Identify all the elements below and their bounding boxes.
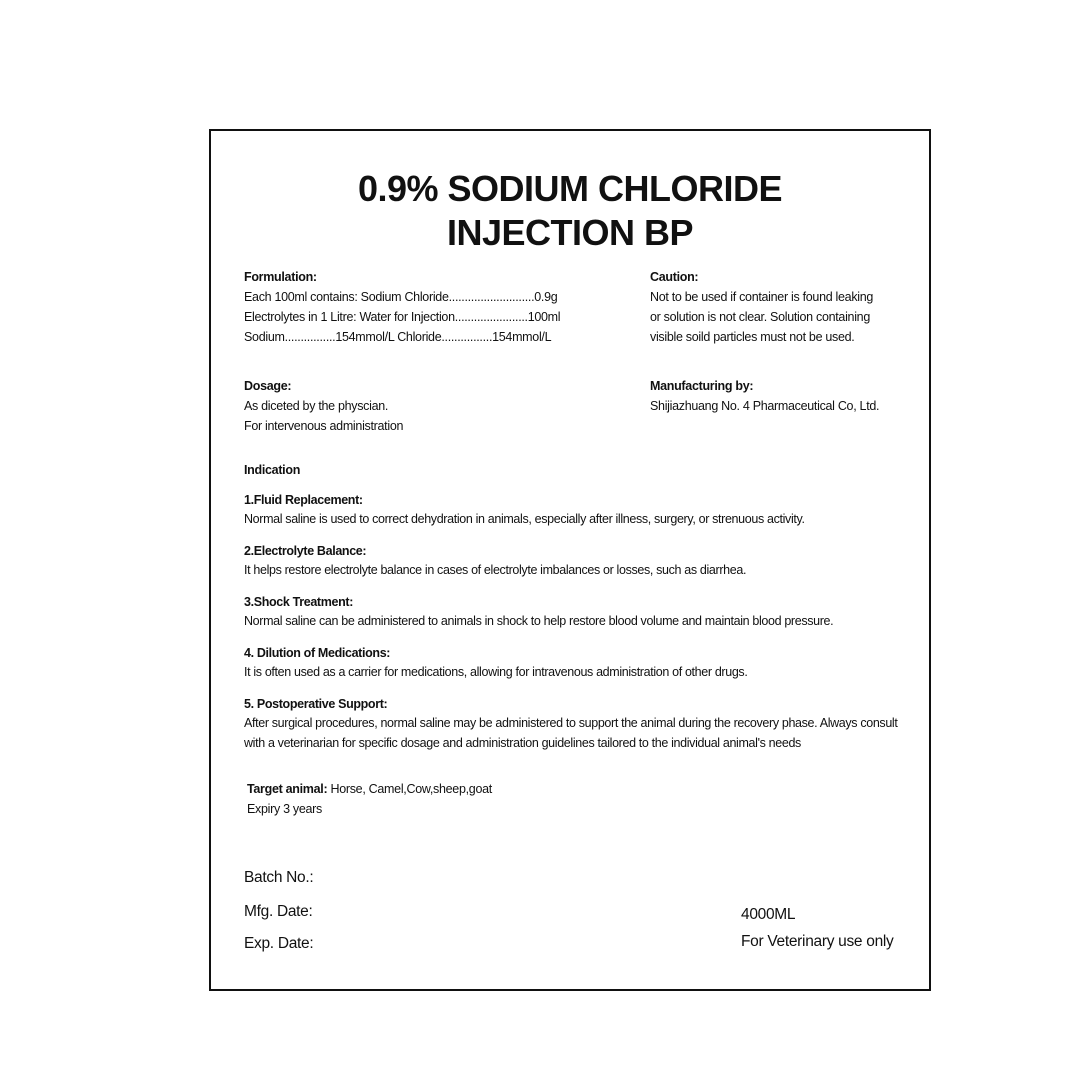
expiry-text: Expiry 3 years (247, 802, 322, 816)
indication-item-text: Normal saline is used to correct dehydration in animals, especially after illness, surgery, or strenuous activity. (244, 512, 805, 526)
indication-item-title: 3.Shock Treatment: (244, 595, 354, 609)
manufacturer-heading: Manufacturing by: (650, 379, 754, 393)
target-animal (247, 779, 492, 799)
caution-line-1: Not to be used if container is found leaking (650, 290, 874, 304)
dosage-heading: Dosage: (244, 379, 292, 393)
indication-item-text: It is often used as a carrier for medications, allowing for intravenous administration of other drugs. (244, 665, 748, 679)
indication-item-title: 1.Fluid Replacement: (244, 493, 363, 507)
batch-no-label: Batch No.: (244, 869, 314, 886)
dosage-line-2: For intervenous administration (244, 419, 404, 433)
caution-heading: Caution: (650, 270, 699, 284)
caution-section (650, 267, 873, 347)
indication-item-title: 4. Dilution of Medications: (244, 646, 391, 660)
formulation-section (244, 267, 560, 347)
target-animal-label: Target animal: (247, 782, 328, 796)
product-label (209, 129, 931, 991)
indication-heading-text: Indication (244, 463, 301, 477)
indication-item-4 (244, 644, 904, 682)
caution-line-3: visible soild particles must not be used. (650, 330, 855, 344)
indication-item-title: 5. Postoperative Support: (244, 697, 388, 711)
indication-item-text: Normal saline can be administered to animals in shock to help restore blood volume and maintain blood pressure. (244, 614, 834, 628)
formulation-line-3: Sodium................154mmol/L Chloride................154mmol/L (244, 330, 552, 344)
dosage-section (244, 376, 403, 436)
formulation-line-2: Electrolytes in 1 Litre: Water for Injection.......................100ml (244, 310, 561, 324)
indication-item-2 (244, 542, 904, 580)
title-line-1: 0.9% SODIUM CHLORIDE (357, 168, 783, 209)
product-title (211, 167, 929, 255)
indication-item-5 (244, 695, 904, 753)
exp-date-label: Exp. Date: (244, 935, 314, 952)
volume-text: 4000ML (741, 906, 796, 923)
dosage-line-1: As diceted by the physcian. (244, 399, 389, 413)
manufacturer-section (650, 376, 879, 416)
target-section (247, 779, 492, 819)
indication-item-text: After surgical procedures, normal saline may be administered to support the animal during the recovery phase. Always consult with a veterinarian for specific dosage and administration guidelines tailored to the individual animal's needs (244, 716, 898, 750)
indication-item-3 (244, 593, 904, 631)
title-line-2: INJECTION BP (446, 212, 694, 253)
mfg-date-label: Mfg. Date: (244, 903, 313, 920)
target-animal-value: Horse, Camel,Cow,sheep,goat (327, 782, 492, 796)
indication-item-text: It helps restore electrolyte balance in cases of electrolyte imbalances or losses, such as diarrhea. (244, 563, 747, 577)
formulation-line-1: Each 100ml contains: Sodium Chloride...........................0.9g (244, 290, 558, 304)
indication-heading (244, 460, 300, 480)
formulation-heading: Formulation: (244, 270, 317, 284)
veterinary-use-text: For Veterinary use only (741, 933, 894, 950)
indication-item-1 (244, 491, 904, 529)
manufacturer-name: Shijiazhuang No. 4 Pharmaceutical Co, Ltd. (650, 399, 880, 413)
caution-line-2: or solution is not clear. Solution containing (650, 310, 870, 324)
indication-item-title: 2.Electrolyte Balance: (244, 544, 367, 558)
